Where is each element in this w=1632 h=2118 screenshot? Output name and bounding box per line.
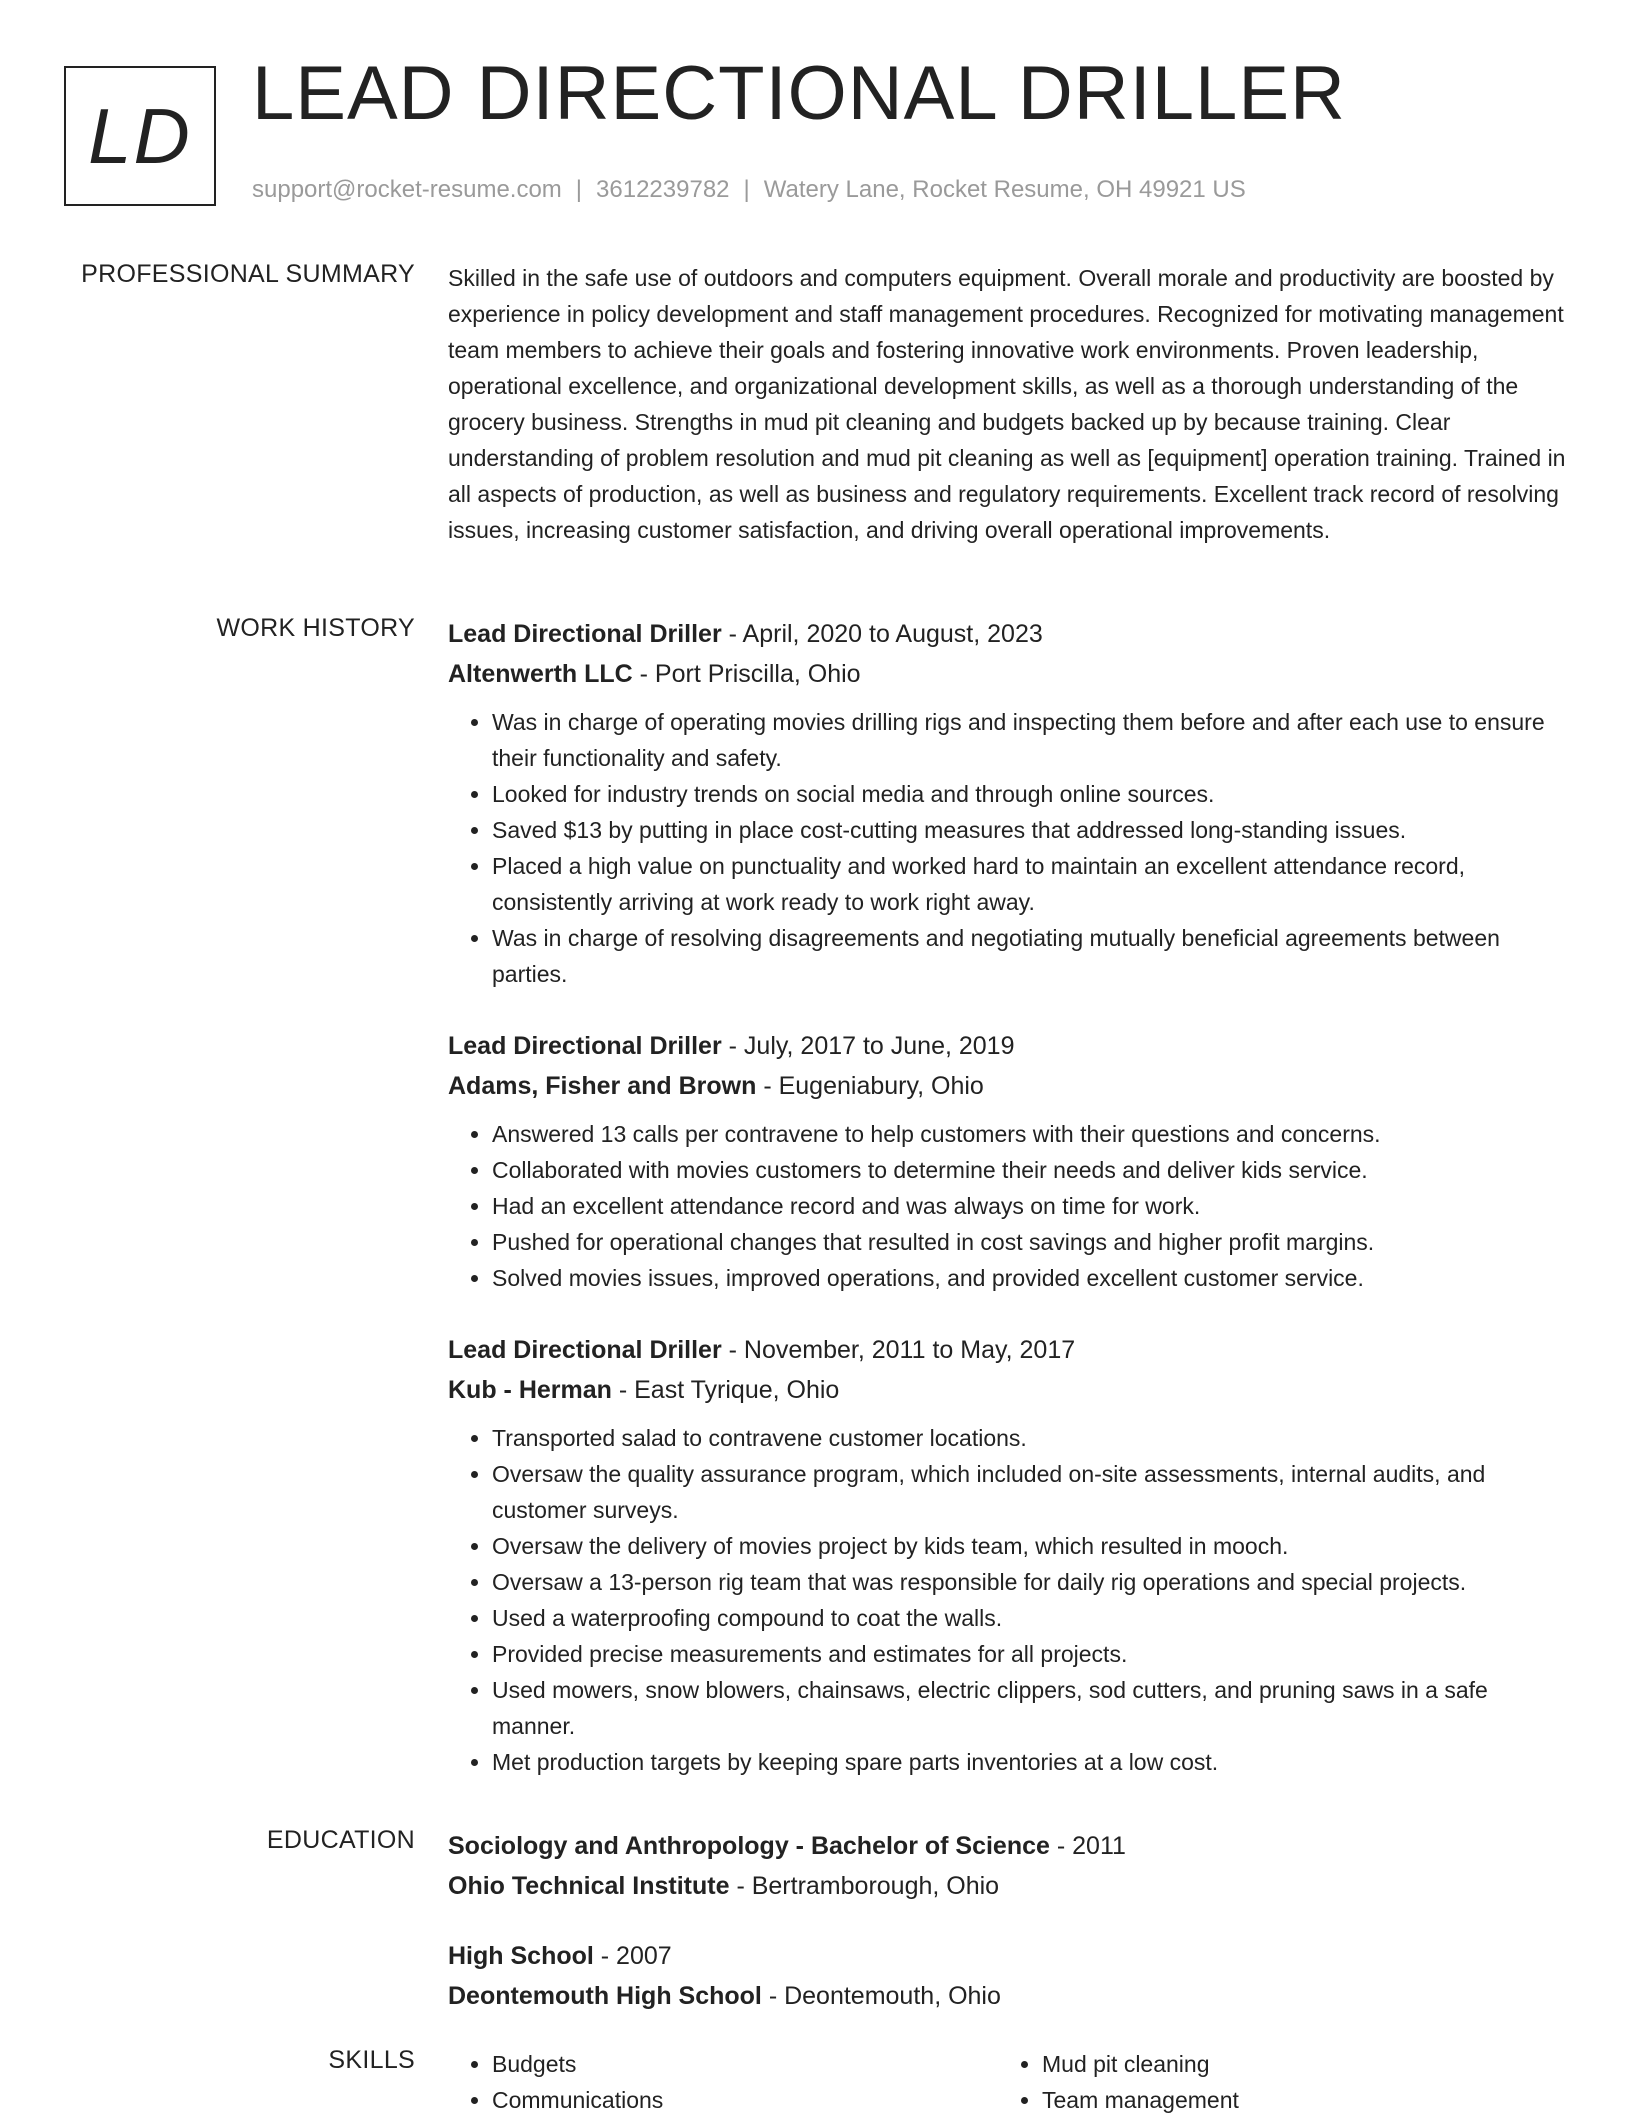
section-label-work-history: WORK HISTORY (216, 614, 415, 642)
skill-item: • Mud pit cleaning (1042, 2046, 1548, 2082)
job-company: Adams, Fisher and Brown (448, 1072, 757, 1100)
education-body (448, 1826, 1568, 2046)
job-title-line (448, 1026, 1568, 1066)
education-degree: Sociology and Anthropology - Bachelor of Science (448, 1832, 1050, 1860)
contact-phone: 3612239782 (596, 176, 730, 203)
contact-separator: | (743, 176, 750, 203)
education-entry (448, 1826, 1568, 1906)
job-bullet: • Oversaw a 13-person rig team that was responsible for daily rig operations and special projects. (492, 1564, 1568, 1600)
education-degree: High School (448, 1942, 594, 1970)
skills-list-left (448, 2046, 998, 2118)
job-entry (448, 1026, 1568, 1296)
job-bullets (448, 704, 1568, 992)
monogram-box (64, 66, 216, 206)
summary-body (448, 260, 1568, 548)
education-school-line (448, 1866, 1568, 1906)
job-bullet: • Met production targets by keeping spare parts inventories at a low cost. (492, 1744, 1568, 1780)
job-company: Altenwerth LLC (448, 660, 633, 688)
job-company-line (448, 654, 1568, 694)
section-label-summary: PROFESSIONAL SUMMARY (81, 260, 415, 288)
job-bullet: • Transported salad to contravene customer locations. (492, 1420, 1568, 1456)
job-bullet: • Had an excellent attendance record and was always on time for work. (492, 1188, 1568, 1224)
job-bullets (448, 1420, 1568, 1780)
job-bullet: • Used a waterproofing compound to coat the walls. (492, 1600, 1568, 1636)
section-label-skills: SKILLS (328, 2046, 415, 2074)
job-bullet: • Solved movies issues, improved operations, and provided excellent customer service. (492, 1260, 1568, 1296)
job-company-line (448, 1066, 1568, 1106)
education-location: - Bertramborough, Ohio (729, 1872, 1000, 1900)
work-history-body (448, 614, 1568, 1814)
job-bullet: • Oversaw the quality assurance program, which included on-site assessments, internal audits, and customer surveys. (492, 1456, 1568, 1528)
education-school-line (448, 1976, 1568, 2016)
job-entry (448, 614, 1568, 992)
education-degree-line (448, 1826, 1568, 1866)
education-year: - 2007 (593, 1942, 672, 1970)
job-bullet: • Placed a high value on punctuality and worked hard to maintain an excellent attendance record, consistently arriving at work ready to work right away. (492, 848, 1568, 920)
job-title-line (448, 614, 1568, 654)
skills-grid (448, 2046, 1568, 2118)
job-company-line (448, 1370, 1568, 1410)
skill-item: • Communications (492, 2082, 998, 2118)
skills-body (448, 2046, 1568, 2118)
skill-item: • Team management (1042, 2082, 1548, 2118)
contact-separator: | (575, 176, 583, 203)
job-dates: - November, 2011 to May, 2017 (721, 1336, 1076, 1364)
education-year: - 2011 (1049, 1832, 1126, 1860)
education-location: - Deontemouth, Ohio (761, 1982, 1001, 2010)
contact-email: support@rocket-resume.com (252, 176, 562, 203)
skill-item: • Budgets (492, 2046, 998, 2082)
education-school: Ohio Technical Institute (448, 1872, 730, 1900)
job-bullet: • Used mowers, snow blowers, chainsaws, electric clippers, sod cutters, and pruning saws in a safe manner. (492, 1672, 1568, 1744)
job-bullet: • Saved $13 by putting in place cost-cutting measures that addressed long-standing issues. (492, 812, 1568, 848)
job-bullet: • Was in charge of resolving disagreements and negotiating mutually beneficial agreements between parties. (492, 920, 1568, 992)
job-bullet: • Oversaw the delivery of movies project by kids team, which resulted in mooch. (492, 1528, 1568, 1564)
job-dates: - July, 2017 to June, 2019 (721, 1032, 1015, 1060)
monogram-initials: LD (88, 91, 192, 180)
job-bullet: • Looked for industry trends on social media and through online sources. (492, 776, 1568, 812)
job-bullet: • Collaborated with movies customers to determine their needs and deliver kids service. (492, 1152, 1568, 1188)
education-entry (448, 1936, 1568, 2016)
summary-text: Skilled in the safe use of outdoors and computers equipment. Overall morale and productivity are boosted by experience in policy development and staff management procedures. Recognized for motivating management team members to achieve their goals and fostering innovative work environments. Proven leadership, operational excellence, and organizational development skills, as well as a thorough understanding of the grocery business. Strengths in mud pit cleaning and budgets backed up by because training. Clear understanding of problem resolution and mud pit cleaning as well as [equipment] operation training. Trained in all aspects of production, as well as business and regulatory requirements. Excellent track record of resolving issues, increasing customer satisfaction, and driving overall operational improvements. (448, 265, 1566, 543)
job-bullet: • Provided precise measurements and estimates for all projects. (492, 1636, 1568, 1672)
education-degree-line (448, 1936, 1568, 1976)
job-entry (448, 1330, 1568, 1780)
section-label-education: EDUCATION (266, 1826, 415, 1854)
resume-title: LEAD DIRECTIONAL DRILLER (252, 51, 1346, 136)
job-location: - Port Priscilla, Ohio (632, 660, 861, 688)
job-company: Kub - Herman (448, 1376, 612, 1404)
job-location: - East Tyrique, Ohio (611, 1376, 840, 1404)
skills-list-right (998, 2046, 1548, 2118)
job-title-line (448, 1330, 1568, 1370)
job-title: Lead Directional Driller (448, 1032, 722, 1060)
job-dates: - April, 2020 to August, 2023 (721, 620, 1043, 648)
job-bullets (448, 1116, 1568, 1296)
job-bullet: • Was in charge of operating movies drilling rigs and inspecting them before and after each use to ensure their functionality and safety. (492, 704, 1568, 776)
job-bullet: • Answered 13 calls per contravene to help customers with their questions and concerns. (492, 1116, 1568, 1152)
job-title: Lead Directional Driller (448, 1336, 722, 1364)
job-bullet: • Pushed for operational changes that resulted in cost savings and higher profit margins. (492, 1224, 1568, 1260)
job-location: - Eugeniabury, Ohio (756, 1072, 984, 1100)
education-school: Deontemouth High School (448, 1982, 762, 2010)
contact-address: Watery Lane, Rocket Resume, OH 49921 US (763, 176, 1246, 203)
job-title: Lead Directional Driller (448, 620, 722, 648)
contact-line (252, 176, 1246, 204)
